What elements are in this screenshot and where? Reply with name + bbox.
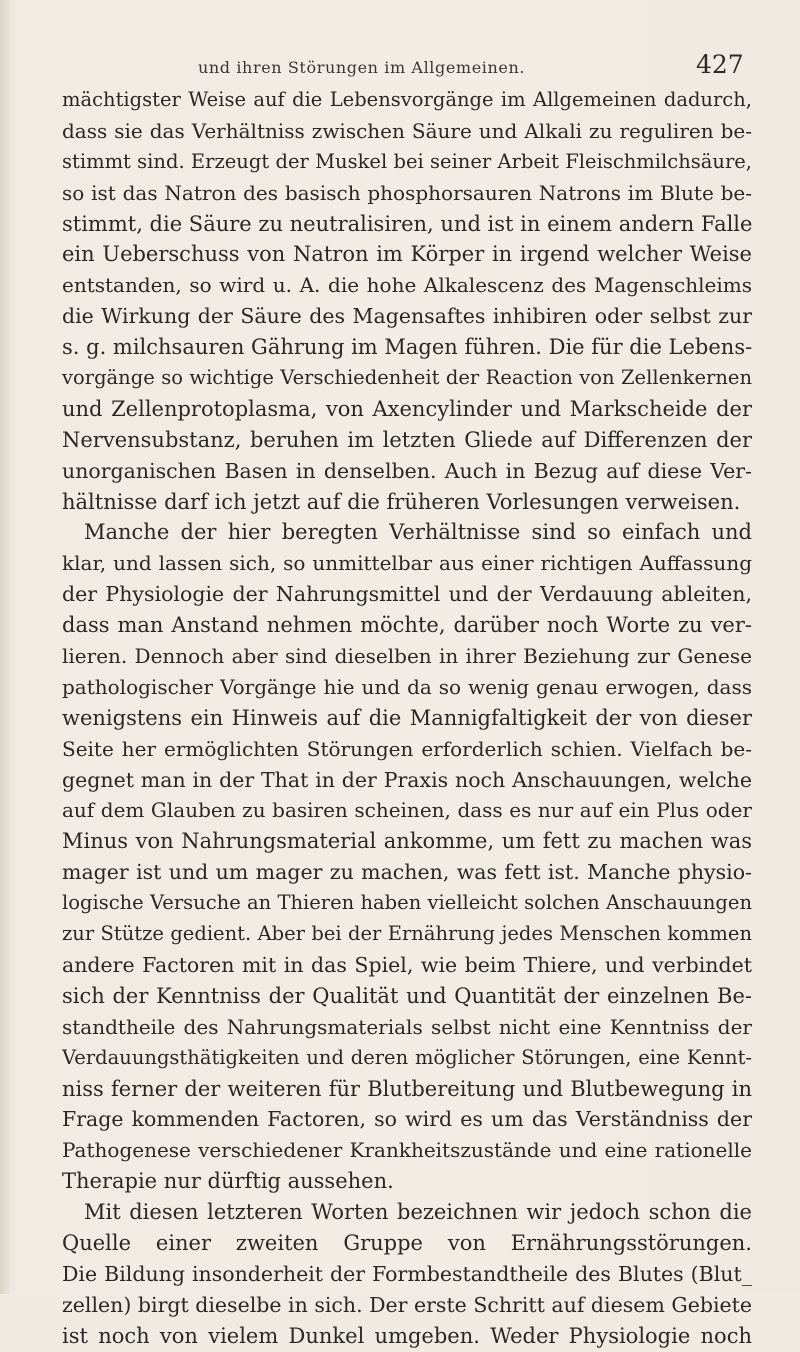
text-line: und Zellenprotoplasma, von Axencylinder und Markscheide der (62, 396, 752, 421)
text-line: s. g. milchsauren Gährung im Magen führen. Die für die Lebens- (62, 335, 752, 360)
text-line: so ist das Natron des basisch phosphorsauren Natrons im Blute be- (62, 180, 752, 205)
text-line: stimmt sind. Erzeugt der Muskel bei seiner Arbeit Fleischmilchsäure, (62, 149, 752, 173)
text-line: mächtigster Weise auf die Lebensvorgänge im Allgemeinen dadurch, (62, 88, 752, 111)
text-line: vorgänge so wichtige Verschiedenheit der Reaction von Zellenkernen (62, 366, 752, 390)
text-line: sich der Kenntniss der Qualität und Quantität der einzelnen Be- (62, 983, 752, 1008)
text-line: niss ferner der weiteren für Blutbereitung und Blutbewegung in (62, 1076, 752, 1101)
text-line: auf dem Glauben zu basiren scheinen, dass es nur auf ein Plus oder (62, 798, 752, 823)
text-line: ist noch von vielem Dunkel umgeben. Weder Physiologie noch (62, 1323, 752, 1348)
text-line: klar, und lassen sich, so unmittelbar aus einer richtigen Auffassung (62, 551, 752, 576)
text-line: entstanden, so wird u. A. die hohe Alkalescenz des Magenschleims (62, 273, 752, 298)
text-line: Verdauungsthätigkeiten und deren möglicher Störungen, eine Kennt- (62, 1045, 752, 1069)
text-line: andere Factoren mit in das Spiel, wie beim Thiere, und verbindet (62, 952, 752, 977)
text-line: Quelle einer zweiten Gruppe von Ernährungsstörungen. (62, 1230, 752, 1255)
text-line: standtheile des Nahrungsmaterials selbst nicht eine Kenntniss der (62, 1014, 752, 1039)
body-text (62, 85, 752, 1352)
text-line: Nervensubstanz, beruhen im letzten Gliede auf Differenzen der (62, 427, 752, 452)
text-line: Minus von Nahrungsmaterial ankomme, um fett zu machen was (62, 829, 752, 854)
text-line: Manche der hier beregten Verhältnisse sind so einfach und (84, 520, 752, 545)
text-line: Seite her ermöglichten Störungen erforderlich schien. Vielfach be- (62, 736, 752, 761)
text-line: pathologischer Vorgänge hie und da so wenig genau erwogen, dass (62, 674, 752, 699)
text-line: Die Bildung insonderheit der Formbestandtheile des Blutes (Blut_ (62, 1261, 752, 1286)
text-line: mager ist und um mager zu machen, was fett ist. Manche physio- (62, 860, 752, 885)
text-line: Pathogenese verschiedener Krankheitszustände und eine rationelle (62, 1138, 752, 1163)
running-head: und ihren Störungen im Allgemeinen. (198, 58, 526, 77)
text-line: gegnet man in der That in der Praxis noch Anschauungen, welche (62, 767, 752, 792)
text-line: zur Stütze gedient. Aber bei der Ernährung jedes Menschen kommen (62, 922, 752, 946)
text-line: logische Versuche an Thieren haben vielleicht solchen Anschauungen (62, 891, 752, 915)
text-line: die Wirkung der Säure des Magensaftes inhibiren oder selbst zur (62, 304, 752, 329)
text-line: wenigstens ein Hinweis auf die Mannigfaltigkeit der von dieser (62, 705, 752, 730)
text-line: ein Ueberschuss von Natron im Körper in irgend welcher Weise (62, 242, 752, 267)
page-number: 427 (696, 50, 744, 79)
text-line: hältnisse darf ich jetzt auf die früheren Vorlesungen verweisen. (62, 489, 741, 514)
page-header (60, 50, 760, 80)
text-line: dass man Anstand nehmen möchte, darüber noch Worte zu ver- (62, 613, 752, 638)
text-line: Therapie nur dürftig aussehen. (62, 1169, 394, 1194)
text-line: dass sie das Verhältniss zwischen Säure und Alkali zu reguliren be- (62, 118, 752, 143)
text-line: zellen) birgt dieselbe in sich. Der erste Schritt auf diesem Gebiete (62, 1292, 752, 1317)
text-line: Frage kommenden Factoren, so wird es um das Verständniss der (62, 1107, 752, 1132)
text-line: lieren. Dennoch aber sind dieselben in ihrer Beziehung zur Genese (62, 644, 752, 669)
text-line: unorganischen Basen in denselben. Auch in Bezug auf diese Ver- (62, 458, 752, 483)
page-gutter (0, 0, 10, 1294)
text-line: Mit diesen letzteren Worten bezeichnen wir jedoch schon die (84, 1200, 752, 1225)
text-line: stimmt, die Säure zu neutralisiren, und ist in einem andern Falle (62, 211, 752, 236)
text-line: der Physiologie der Nahrungsmittel und der Verdauung ableiten, (62, 582, 752, 607)
